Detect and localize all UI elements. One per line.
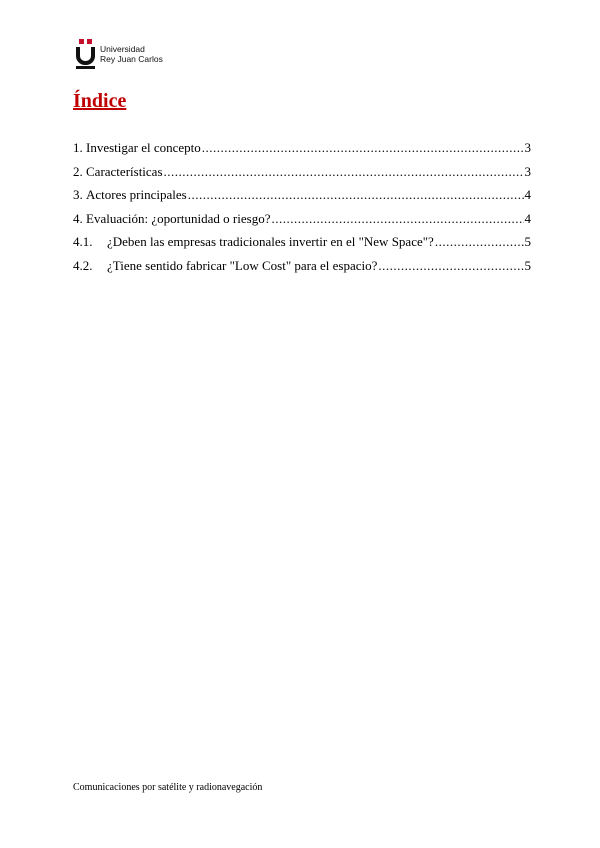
toc-entry-page: 4 — [524, 187, 531, 202]
toc-dot-leader — [202, 140, 524, 156]
toc-entry-page: 5 — [524, 257, 531, 273]
toc-entry-page: 3 — [524, 140, 531, 155]
toc-entry-4-2[interactable] — [73, 258, 531, 282]
toc-entry-number: 2. — [73, 163, 83, 179]
toc-entry-4[interactable] — [73, 211, 531, 235]
university-logo — [76, 39, 163, 69]
toc-dot-leader — [435, 234, 524, 250]
logo-line2: Rey Juan Carlos — [100, 54, 163, 64]
toc-entry-page: 3 — [524, 163, 531, 179]
logo-text — [100, 44, 163, 64]
university-emblem-icon — [76, 39, 95, 69]
page-title: Índice — [73, 90, 127, 112]
table-of-contents — [73, 140, 531, 281]
toc-entry-4-1[interactable] — [73, 234, 531, 258]
toc-dot-leader — [164, 164, 524, 180]
toc-entry-text: Evaluación: ¿oportunidad o riesgo? — [86, 210, 271, 226]
toc-entry-number: 3. — [73, 187, 83, 202]
toc-entry-3[interactable] — [73, 187, 531, 211]
toc-entry-text: Investigar el concepto — [86, 140, 201, 155]
toc-dot-leader — [271, 211, 523, 227]
toc-dot-leader — [188, 187, 524, 203]
toc-entry-number: 4.2. — [73, 257, 93, 273]
toc-entry-page: 4 — [524, 210, 531, 226]
page-footer: Comunicaciones por satélite y radionavegación — [73, 782, 263, 793]
toc-entry-text: ¿Deben las empresas tradicionales invertir en el "New Space"? — [107, 234, 434, 249]
toc-entry-2[interactable] — [73, 164, 531, 188]
logo-line1: Universidad — [100, 44, 145, 54]
toc-entry-number: 4. — [73, 210, 83, 226]
toc-dot-leader — [378, 258, 523, 274]
toc-entry-page: 5 — [524, 234, 531, 249]
toc-entry-1[interactable] — [73, 140, 531, 164]
toc-entry-number: 4.1. — [73, 234, 93, 249]
toc-entry-text: Actores principales — [86, 187, 187, 202]
toc-entry-text: ¿Tiene sentido fabricar "Low Cost" para el espacio? — [107, 257, 378, 273]
toc-entry-text: Características — [86, 163, 163, 179]
toc-entry-number: 1. — [73, 140, 83, 155]
